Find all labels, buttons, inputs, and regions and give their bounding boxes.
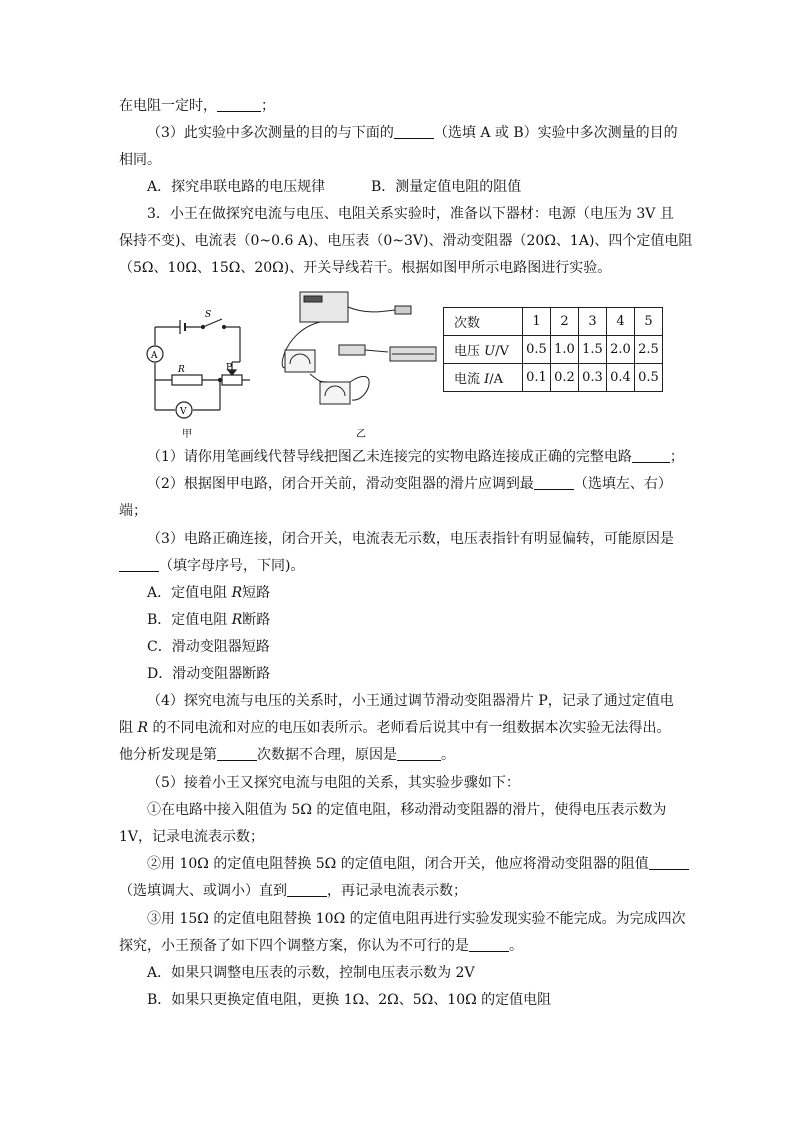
text-line: 相同。 bbox=[119, 152, 161, 168]
text-line: 阻 R 的不同电流和对应的电压如表所示。老师看后说其中有一组数据本次实验无法得出。 bbox=[119, 720, 671, 736]
r-label: R bbox=[178, 365, 185, 375]
resistor-r-symbol bbox=[172, 375, 202, 385]
text-line: （1）请你用笔画线代替导线把图乙未连接完的实物电路连接成正确的完整电路 ； bbox=[147, 449, 684, 465]
table-row: 电流 I/A 0.1 0.2 0.3 0.4 0.5 bbox=[444, 364, 663, 392]
figure-label-yi: 乙 bbox=[356, 429, 366, 440]
switch-icon bbox=[395, 306, 411, 314]
option-a: A．探究串联电路的电压规律 bbox=[147, 179, 326, 195]
answer-blank bbox=[632, 448, 670, 463]
voltmeter-label: V bbox=[180, 407, 187, 417]
text-line: 端； bbox=[119, 503, 147, 519]
apparatus-drawing bbox=[282, 292, 436, 404]
table-header: 次数 bbox=[444, 308, 523, 336]
text-line: 探究，小王预备了如下四个调整方案，你认为不可行的是 。 bbox=[119, 938, 523, 954]
voltmeter-icon bbox=[320, 382, 350, 404]
text-line: （5Ω、10Ω、15Ω、20Ω)、开关导线若干。根据如图甲所示电路图进行实验。 bbox=[119, 260, 612, 276]
text-line: （4）探究电流与电压的关系时，小王通过调节滑动变阻器滑片 P，记录了通过定值电 bbox=[147, 693, 674, 709]
figure-label-jia: 甲 bbox=[182, 429, 192, 440]
rheostat-symbol bbox=[222, 375, 242, 385]
answer-blank bbox=[394, 124, 434, 139]
text-line: ③用 15Ω 的定值电阻替换 10Ω 的定值电阻再进行实验发现实验不能完成。为完成四次 bbox=[147, 911, 686, 927]
text-line: （2）根据图甲电路，闭合开关前，滑动变阻器的滑片应调到最 （选填左、右） bbox=[147, 476, 672, 492]
choice-a: A．定值电阻 R短路 bbox=[147, 585, 271, 601]
ammeter-icon bbox=[285, 350, 315, 372]
switch-label: S bbox=[205, 310, 212, 320]
table-row: 电压 U/V 0.5 1.0 1.5 2.0 2.5 bbox=[444, 336, 663, 364]
text-line: 3．小王在做探究电流与电压、电阻关系实验时，准备以下器材：电源（电压为 3V 且 bbox=[147, 206, 674, 222]
answer-blank bbox=[217, 746, 257, 761]
text-line: （5）接着小王又探究电流与电阻的关系，其实验步骤如下： bbox=[147, 775, 520, 791]
text-line: （3）电路正确连接，闭合开关，电流表无示数，电压表指针有明显偏转，可能原因是 bbox=[147, 531, 674, 547]
answer-blank bbox=[534, 475, 574, 490]
resistor-icon bbox=[339, 345, 365, 355]
choice-b: B．定值电阻 R断路 bbox=[147, 612, 271, 628]
circuit-diagram bbox=[147, 319, 250, 418]
ammeter-label: A bbox=[151, 351, 158, 361]
text-line: 1V，记录电流表示数； bbox=[119, 829, 265, 845]
table-row: 次数 1 2 3 4 5 bbox=[444, 308, 663, 336]
plan-a: A．如果只调整电压表的示数，控制电压表示数为 2V bbox=[147, 965, 475, 981]
answer-blank bbox=[217, 97, 261, 112]
text-line: 在电阻一定时， ； bbox=[119, 98, 275, 114]
text-line: （选填调大、或调小）直到 ，再记录电流表示数； bbox=[119, 883, 467, 899]
data-table bbox=[443, 307, 663, 392]
answer-blank bbox=[119, 557, 159, 572]
choice-c: C．滑动变阻器短路 bbox=[147, 639, 270, 655]
p-label: P bbox=[226, 363, 233, 373]
answer-blank bbox=[397, 746, 441, 761]
text-line: （填字母序号，下同)。 bbox=[119, 556, 304, 576]
answer-blank bbox=[287, 882, 327, 897]
choice-d: D．滑动变阻器断路 bbox=[147, 666, 271, 682]
voltage-label: 电压 U/V bbox=[444, 336, 523, 364]
text-line: 保持不变)、电流表（0~0.6 A)、电压表（0~3V)、滑动变阻器（20Ω、1A)、四个定值电阻 bbox=[119, 233, 693, 249]
plan-b: B．如果只更换定值电阻，更换 1Ω、2Ω、5Ω、10Ω 的定值电阻 bbox=[147, 992, 552, 1008]
text-line: （3）此实验中多次测量的目的与下面的 （选填 A 或 B）实验中多次测量的目的 bbox=[147, 125, 678, 141]
text-line: ②用 10Ω 的定值电阻替换 5Ω 的定值电阻，闭合开关，他应将滑动变阻器的阻值 bbox=[147, 854, 689, 874]
current-label: 电流 I/A bbox=[444, 364, 523, 392]
text-line: 他分析发现是第 次数据不合理，原因是 。 bbox=[119, 747, 455, 763]
option-b: B．测量定值电阻的阻值 bbox=[371, 179, 522, 195]
answer-blank bbox=[649, 855, 689, 870]
answer-blank bbox=[469, 937, 509, 952]
text-line: ①在电路中接入阻值为 5Ω 的定值电阻，移动滑动变阻器的滑片，使得电压表示数为 bbox=[147, 802, 667, 818]
